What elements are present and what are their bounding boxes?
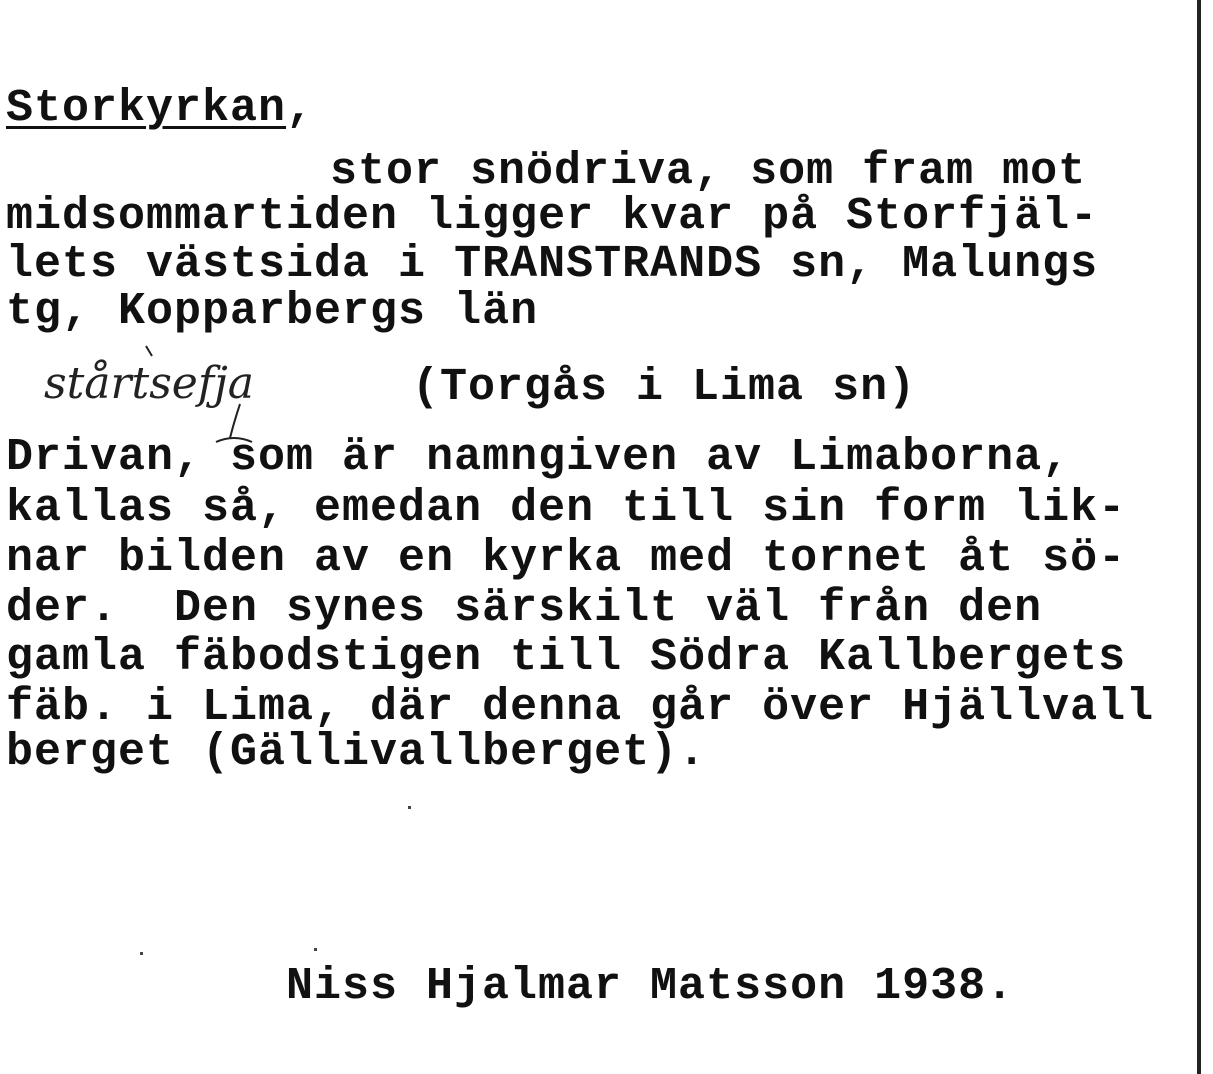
scan-speck bbox=[314, 948, 317, 951]
heading-punctuation: , bbox=[286, 83, 315, 134]
description-line: Drivan, som är namngiven av Limaborna, bbox=[6, 432, 1071, 483]
scan-speck bbox=[408, 806, 411, 809]
entry-line: stor snödriva, som fram mot bbox=[330, 146, 1087, 197]
description-line: nar bilden av en kyrka med tornet åt sö- bbox=[6, 533, 1127, 584]
entry-line: lets västsida i TRANSTRANDS sn, Malungs bbox=[6, 239, 1099, 290]
description-line: der. Den synes särskilt väl från den bbox=[6, 583, 1043, 634]
variant-note: (Torgås i Lima sn) bbox=[412, 362, 917, 413]
entry-line: midsommartiden ligger kvar på Storfjäl- bbox=[6, 191, 1099, 242]
svg-text:stårtsefja: stårtsefja bbox=[44, 358, 254, 409]
entry-line: tg, Kopparbergs län bbox=[6, 286, 539, 337]
scan-speck bbox=[140, 952, 143, 955]
signature-line: Niss Hjalmar Matsson 1938. bbox=[286, 961, 1015, 1012]
description-line: gamla fäbodstigen till Södra Kallbergets bbox=[6, 632, 1127, 683]
description-line: kallas så, emedan den till sin form lik- bbox=[6, 483, 1127, 534]
description-line: fäb. i Lima, där denna går över Hjällvall bbox=[6, 682, 1155, 733]
heading-word: Storkyrkan bbox=[6, 83, 287, 134]
card-heading bbox=[6, 84, 314, 134]
description-line: berget (Gällivallberget). bbox=[6, 727, 707, 778]
card-edge-line bbox=[1197, 0, 1201, 1074]
